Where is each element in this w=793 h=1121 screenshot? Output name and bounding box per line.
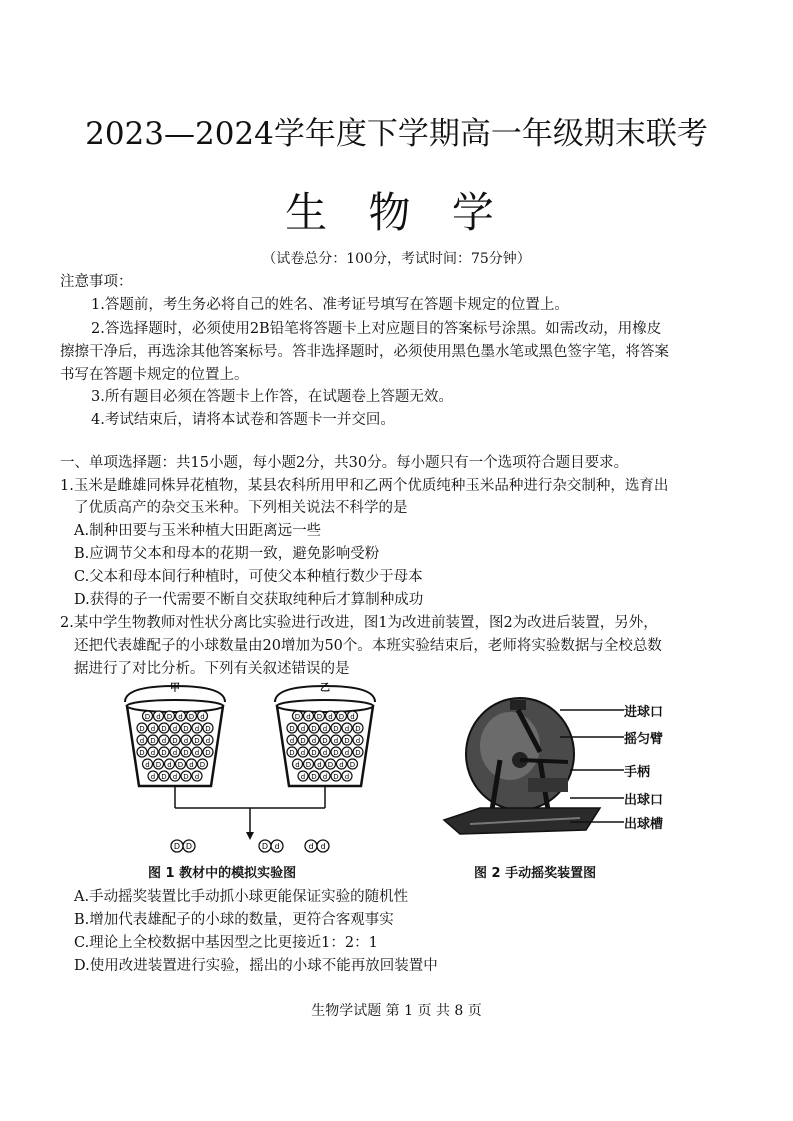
notes-heading: 注意事项： xyxy=(60,274,133,290)
svg-text:D: D xyxy=(322,736,328,745)
note-item: 2.答选择题时，必须使用2B铅笔将答题卡上对应题目的答案标号涂黑。如需改动，用橡皮 xyxy=(91,321,662,337)
svg-text:D: D xyxy=(205,748,211,757)
svg-text:D: D xyxy=(355,724,361,733)
svg-text:D: D xyxy=(311,748,317,757)
svg-text:d: d xyxy=(322,724,328,733)
svg-text:d: d xyxy=(322,748,328,757)
svg-text:d: d xyxy=(300,724,306,733)
figure-1-buckets xyxy=(115,678,395,856)
svg-text:D: D xyxy=(289,748,295,757)
svg-text:D: D xyxy=(139,748,145,757)
svg-text:D: D xyxy=(183,748,189,757)
note-item: 书写在答题卡规定的位置上。 xyxy=(60,367,249,383)
svg-text:D: D xyxy=(327,760,334,769)
question-2-stem: 据进行了对比分析。下列有关叙述错误的是 xyxy=(74,661,350,677)
label-handle: 手柄 xyxy=(624,765,651,780)
svg-text:D: D xyxy=(172,736,178,745)
svg-text:D: D xyxy=(144,712,151,721)
label-ball-tray: 出球槽 xyxy=(624,817,664,832)
figure-2-pointers xyxy=(560,700,630,830)
figure-1-caption: 图 1 教材中的模拟实验图 xyxy=(148,866,297,881)
svg-text:d: d xyxy=(350,712,355,721)
svg-text:d: d xyxy=(289,736,295,745)
svg-text:d: d xyxy=(194,724,200,733)
svg-text:d: d xyxy=(344,772,350,781)
svg-text:d: d xyxy=(322,772,328,781)
svg-text:d: d xyxy=(172,724,178,733)
question-2-option-a: A.手动摇奖装置比手动抓小球更能保证实验的随机性 xyxy=(74,889,409,905)
combo-dd-mixed xyxy=(259,840,283,852)
svg-text:D: D xyxy=(161,748,167,757)
svg-text:d: d xyxy=(145,760,150,769)
question-1-option-a: A.制种田要与玉米种植大田距离远一些 xyxy=(74,523,322,539)
svg-text:d: d xyxy=(178,712,183,721)
svg-text:d: d xyxy=(156,712,161,721)
question-1-stem: 了优质高产的杂交玉米种。下列相关说法不科学的是 xyxy=(74,500,408,516)
question-2-stem: 2.某中学生物教师对性状分离比实验进行改进，图1为改进前装置，图2为改进后装置，另外， xyxy=(60,615,658,631)
svg-text:d: d xyxy=(183,736,189,745)
question-1-option-c: C.父本和母本间行种植时，可使父本种植行数少于母本 xyxy=(74,569,423,585)
svg-text:D: D xyxy=(316,712,323,721)
bucket-b-icon xyxy=(275,686,375,786)
svg-text:D: D xyxy=(150,736,156,745)
svg-text:d: d xyxy=(274,842,280,851)
svg-text:D: D xyxy=(333,724,339,733)
section-heading: 一、单项选择题：共15小题，每小题2分，共30分。每小题只有一个选项符合题目要求。 xyxy=(60,455,629,471)
note-item: 4.考试结束后，请将本试卷和答题卡一并交回。 xyxy=(91,412,395,428)
bucket-a-icon xyxy=(125,686,225,786)
svg-text:d: d xyxy=(167,760,172,769)
svg-text:d: d xyxy=(344,748,350,757)
svg-text:D: D xyxy=(185,842,193,851)
svg-text:D: D xyxy=(166,712,173,721)
svg-text:d: d xyxy=(320,842,326,851)
svg-text:d: d xyxy=(194,748,200,757)
svg-text:d: d xyxy=(344,724,350,733)
question-1-option-b: B.应调节父本和母本的花期一致，避免影响受粉 xyxy=(74,546,380,562)
question-2-option-b: B.增加代表雄配子的小球的数量，更符合客观事实 xyxy=(74,912,394,928)
svg-text:d: d xyxy=(300,748,306,757)
question-1-option-d: D.获得的子一代需要不断自交获取纯种后才算制种成功 xyxy=(74,592,424,608)
page-footer: 生物学试题 第 1 页 共 8 页 xyxy=(311,1003,482,1019)
svg-text:D: D xyxy=(355,748,361,757)
svg-text:D: D xyxy=(173,842,181,851)
svg-text:D: D xyxy=(161,724,167,733)
svg-text:D: D xyxy=(199,760,206,769)
svg-text:D: D xyxy=(333,772,339,781)
svg-text:d: d xyxy=(172,748,178,757)
combo-dd-upper xyxy=(171,840,195,852)
bucket-a-label: 甲 xyxy=(170,683,180,694)
svg-text:D: D xyxy=(139,724,145,733)
svg-text:d: d xyxy=(161,736,167,745)
svg-text:d: d xyxy=(311,736,317,745)
svg-text:D: D xyxy=(344,736,350,745)
svg-text:D: D xyxy=(205,724,211,733)
svg-text:D: D xyxy=(188,712,195,721)
svg-text:d: d xyxy=(339,760,344,769)
svg-text:D: D xyxy=(349,760,356,769)
svg-text:D: D xyxy=(261,842,269,851)
exam-title: 2023—2024学年度下学期高一年级期末联考 xyxy=(85,116,708,152)
svg-text:D: D xyxy=(177,760,184,769)
svg-text:d: d xyxy=(150,772,156,781)
svg-text:D: D xyxy=(155,760,162,769)
svg-text:D: D xyxy=(289,724,295,733)
question-2-option-c: C.理论上全校数据中基因型之比更接近1：2：1 xyxy=(74,935,378,951)
svg-text:d: d xyxy=(328,712,333,721)
svg-text:D: D xyxy=(311,772,317,781)
svg-text:d: d xyxy=(295,760,300,769)
svg-text:D: D xyxy=(183,724,189,733)
svg-text:d: d xyxy=(150,724,156,733)
svg-text:D: D xyxy=(161,772,167,781)
question-2-option-d: D.使用改进装置进行实验，摇出的小球不能再放回装置中 xyxy=(74,958,438,974)
label-mixing-arm: 摇匀臂 xyxy=(624,732,664,747)
svg-text:D: D xyxy=(294,712,301,721)
note-item: 1.答题前，考生务必将自己的姓名、准考证号填写在答题卡规定的位置上。 xyxy=(91,297,569,313)
svg-text:D: D xyxy=(183,772,189,781)
svg-text:D: D xyxy=(338,712,345,721)
svg-text:d: d xyxy=(300,772,306,781)
note-item: 3.所有题目必须在答题卡上作答，在试题卷上答题无效。 xyxy=(91,389,453,405)
svg-text:d: d xyxy=(333,736,339,745)
question-2-stem: 还把代表雄配子的小球数量由20增加为50个。本班实验结束后，老师将实验数据与全校总数 xyxy=(74,638,662,654)
svg-text:D: D xyxy=(300,736,306,745)
svg-text:D: D xyxy=(333,748,339,757)
svg-text:d: d xyxy=(194,772,200,781)
exam-meta: （试卷总分：100分，考试时间：75分钟） xyxy=(262,251,531,267)
figure-2-caption: 图 2 手动摇奖装置图 xyxy=(474,866,597,881)
combo-dd-lower xyxy=(305,840,329,852)
svg-text:d: d xyxy=(189,760,194,769)
svg-text:d: d xyxy=(139,736,145,745)
label-ball-inlet: 进球口 xyxy=(624,705,664,720)
bucket-b-label: 乙 xyxy=(320,683,330,694)
subject-title: 生 物 学 xyxy=(285,188,508,237)
note-item: 擦擦干净后，再选涂其他答案标号。答非选择题时，必须使用黑色墨水笔或黑色签字笔，将答案 xyxy=(60,344,669,360)
svg-text:d: d xyxy=(317,760,322,769)
svg-text:d: d xyxy=(172,772,178,781)
label-ball-outlet: 出球口 xyxy=(624,793,664,808)
question-1-stem: 1.玉米是雌雄同株异花植物，某县农科所用甲和乙两个优质纯种玉米品种进行杂交制种，选育出 xyxy=(60,478,669,494)
svg-text:d: d xyxy=(355,736,361,745)
svg-text:d: d xyxy=(306,712,311,721)
svg-text:d: d xyxy=(150,748,156,757)
svg-text:D: D xyxy=(305,760,312,769)
svg-text:d: d xyxy=(205,736,211,745)
svg-text:D: D xyxy=(194,736,200,745)
svg-text:d: d xyxy=(200,712,205,721)
svg-text:D: D xyxy=(311,724,317,733)
svg-text:d: d xyxy=(308,842,314,851)
